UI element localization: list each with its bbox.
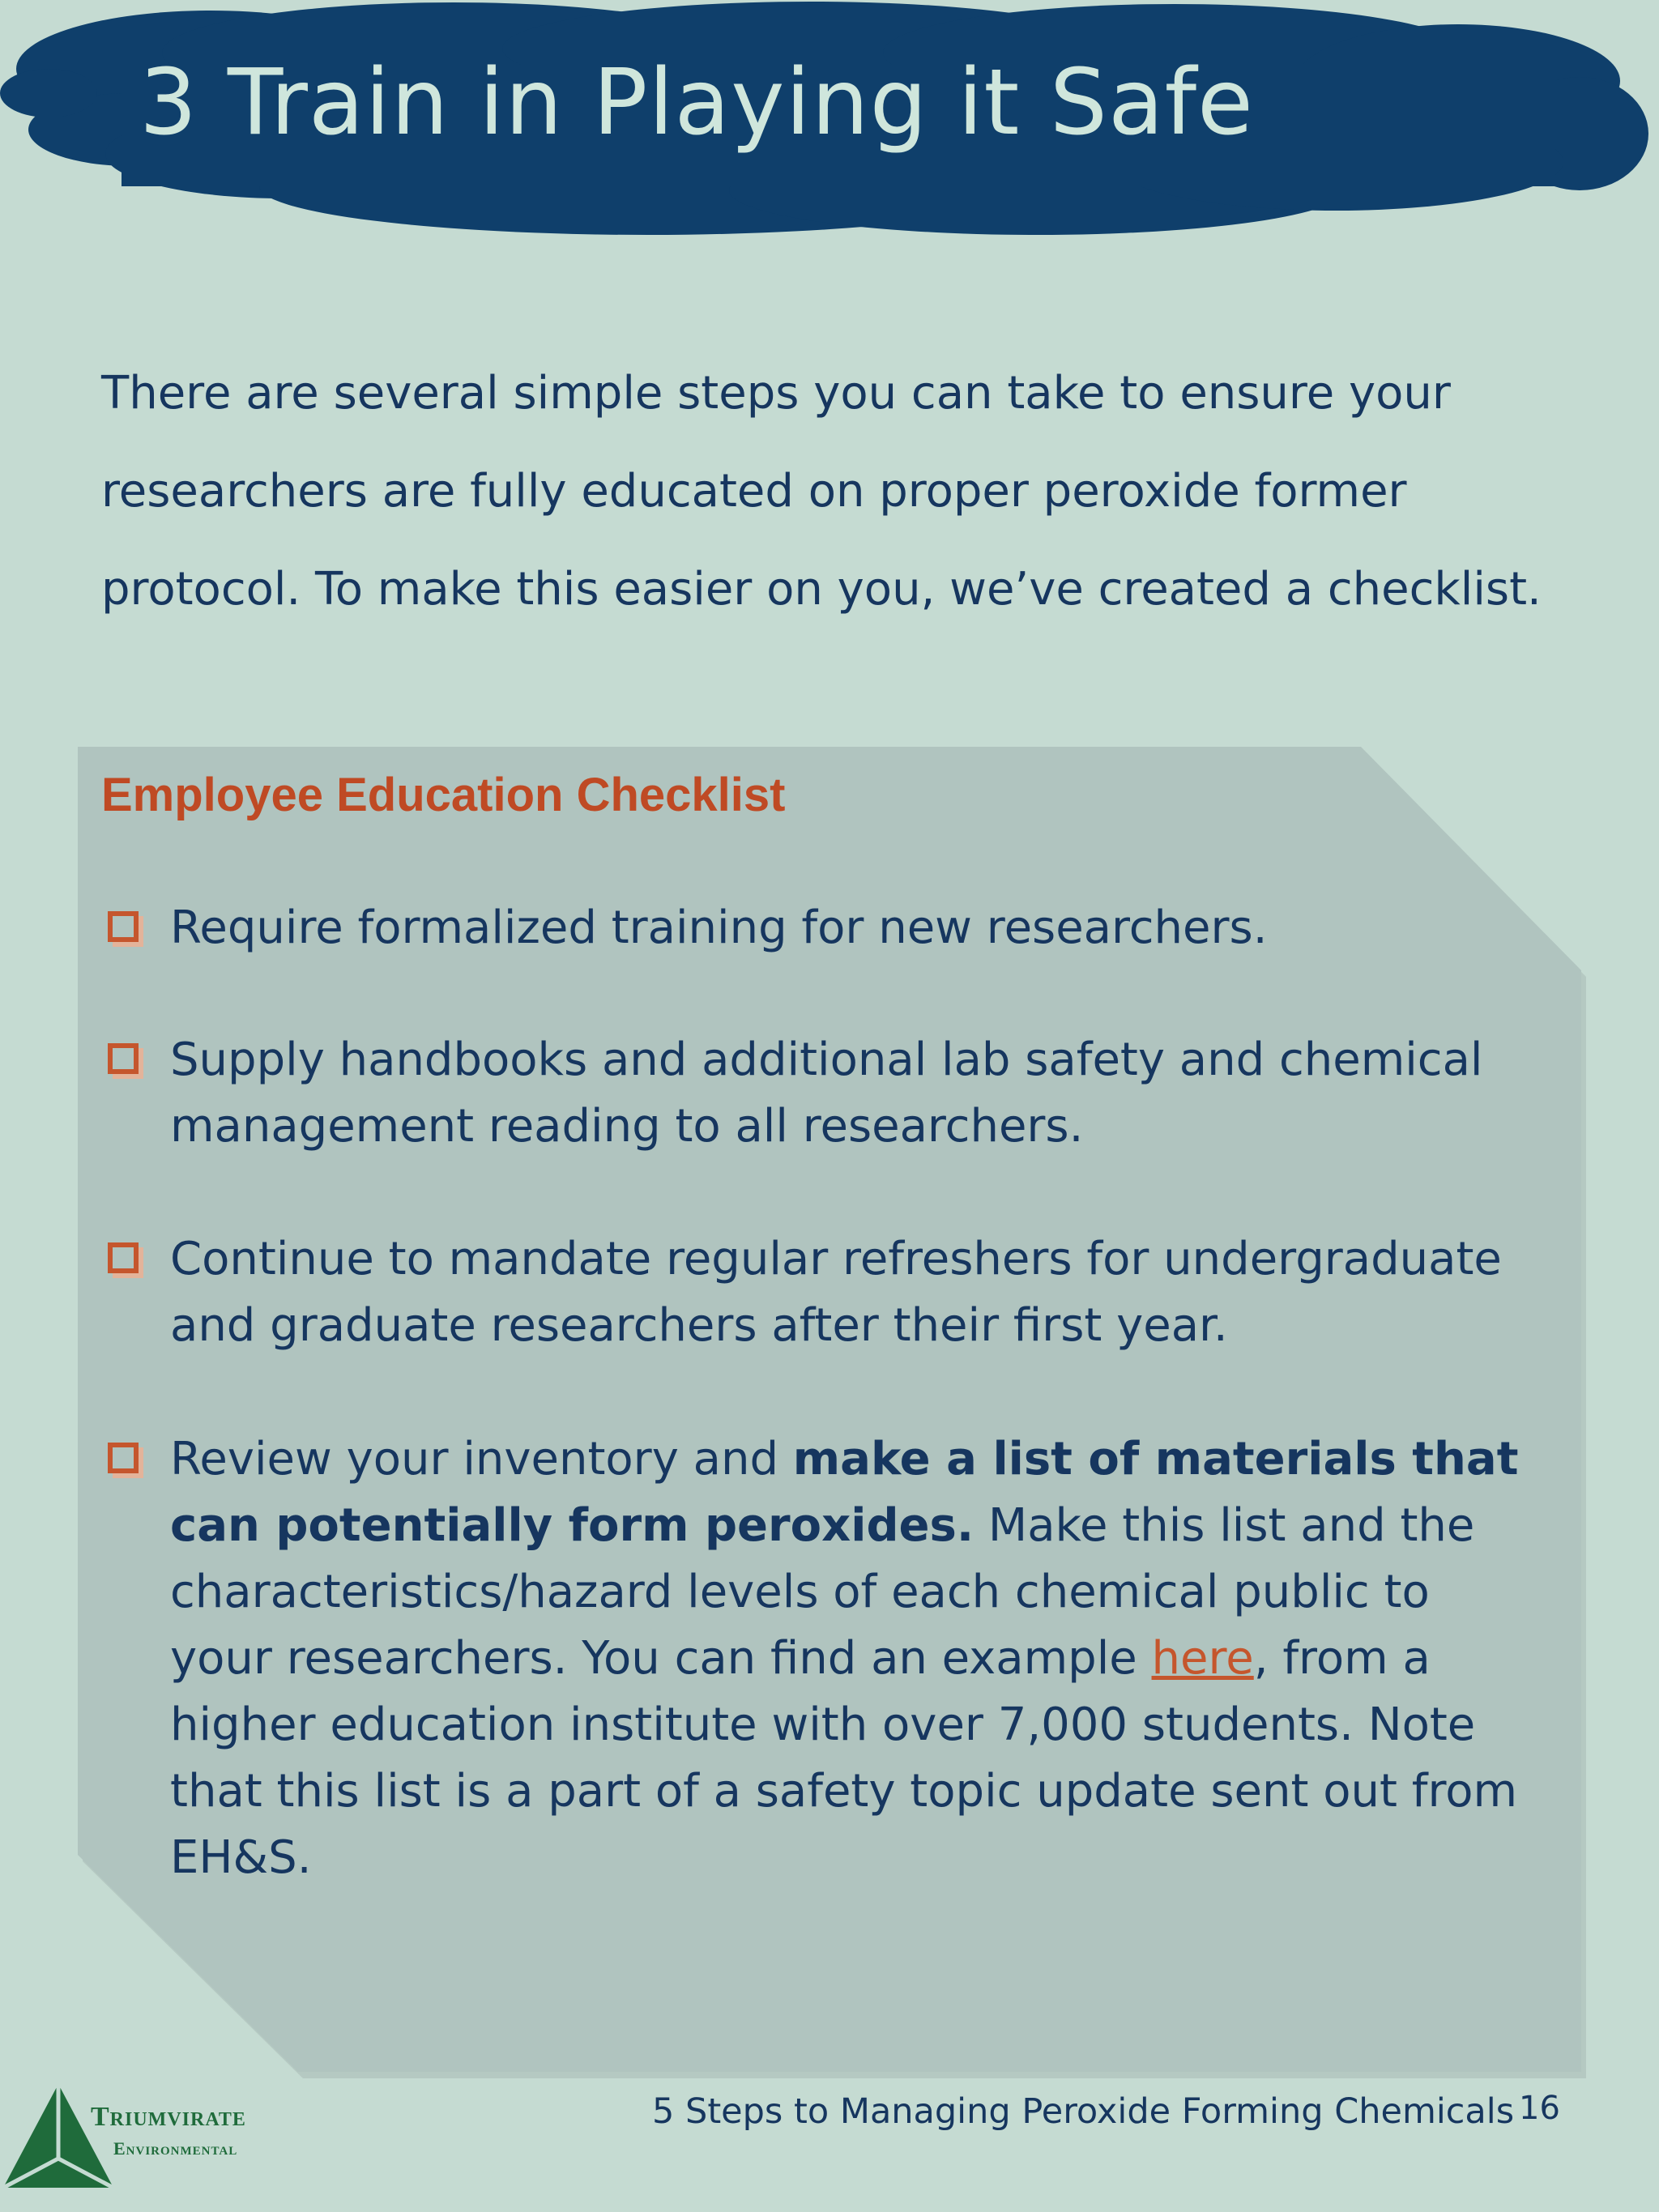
footer-document-title: 5 Steps to Managing Peroxide Forming Chemicals: [652, 2091, 1515, 2132]
item-text-before: Review your inventory and: [170, 1433, 793, 1485]
example-link[interactable]: here: [1151, 1632, 1254, 1685]
item-text-after: , from a higher education institute with over 7,000 students. Note that this list is a part of a safety topic update sent out from EH&S.: [170, 1632, 1518, 1884]
logo-name-line1: Triumvirate: [91, 2102, 246, 2132]
triangle-logo-icon: [0, 2078, 122, 2212]
company-logo: [0, 2078, 292, 2212]
checklist-item-text: Supply handbooks and additional lab safety and chemical management reading to all researchers.: [170, 1034, 1483, 1153]
page-number: 16: [1519, 2090, 1560, 2127]
checklist-item: [101, 1226, 1535, 1359]
intro-paragraph: There are several simple steps you can take to ensure your researchers are fully educated on proper peroxide former protocol. To make this easier on you, we’ve created a checklist.: [101, 367, 1542, 616]
checklist-title: Employee Education Checklist: [101, 769, 786, 821]
checkbox-icon[interactable]: [108, 1242, 139, 1273]
page-title: 3 Train in Playing it Safe: [139, 50, 1254, 156]
checkbox-icon[interactable]: [108, 1043, 139, 1074]
checklist-item-text: Require formalized training for new researchers.: [170, 901, 1268, 954]
checkbox-icon[interactable]: [108, 1443, 139, 1473]
checklist-item-text: [170, 1426, 1535, 1891]
item-text-bold: make a list of materials that can potentially form peroxides.: [170, 1433, 1519, 1552]
checklist-item: [101, 1426, 1535, 1891]
checklist-item: [101, 895, 1535, 961]
checkbox-icon[interactable]: [108, 911, 139, 942]
item-text-mid: Make this list and the characteristics/hazard levels of each chemical public to your researchers. You can find an example: [170, 1499, 1475, 1685]
logo-name-line2: Environmental: [113, 2138, 238, 2159]
checklist-item-text: Continue to mandate regular refreshers for undergraduate and graduate researchers after their first year.: [170, 1233, 1502, 1352]
checklist-item: [101, 1027, 1535, 1160]
